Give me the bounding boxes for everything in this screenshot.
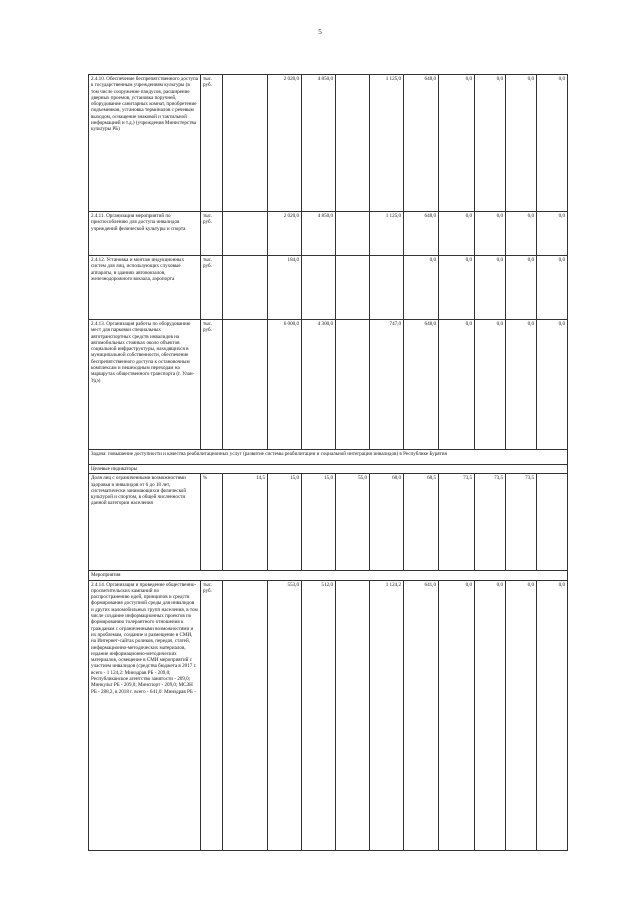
value-cell: 641,0 (404, 580, 439, 850)
value-cell: 4 850,0 (302, 212, 336, 256)
value-cell: 0,0 (475, 75, 506, 212)
value-cell: 73,5 (475, 474, 506, 571)
table-row (89, 320, 568, 450)
value-cell (223, 580, 268, 850)
value-cell (336, 256, 370, 320)
value-cell (223, 75, 268, 212)
page-number: 5 (318, 28, 322, 36)
row-description: Доля лиц с ограниченными возможностями здоровья и инвалидов от 6 до 18 лет, систематически занимающихся физической культурой и спортом, в общей численности данной категории населения (89, 474, 201, 571)
table-row (89, 580, 568, 850)
value-cell: 0,0 (506, 256, 537, 320)
value-cell: 0,0 (439, 256, 475, 320)
value-cell: 0,0 (439, 212, 475, 256)
value-cell: 2 020,0 (268, 75, 302, 212)
row-description: 2.4.12. Установка и монтаж индукционных систем для лиц, использующих слуховые аппараты, в зданиях автовокзалов, железнодорожного вокзала, аэропорта (89, 256, 201, 320)
value-cell: 0,0 (506, 320, 537, 450)
row-description: 2.4.13. Организация работы по оборудованию мест для парковки специальных автотранспортных средств инвалидов на автомобильных стоянках около объектов социальной инфраструктуры, находящихся в муниципальной собственности, обеспечение беспрепятственного доступа к остановочным комплексам и пешеходным переходам на маршрутах общественного транспорта (г. Улан-Удэ) (89, 320, 201, 450)
value-cell: 73,5 (506, 474, 537, 571)
value-cell: 73,5 (439, 474, 475, 571)
value-cell: 14,5 (223, 474, 268, 571)
table-row (89, 75, 568, 212)
value-cell: 1 124,2 (370, 580, 404, 850)
value-cell: 1 125,0 (370, 75, 404, 212)
row-unit: тыс. руб. (201, 212, 223, 256)
value-cell: 184,0 (268, 256, 302, 320)
section-heading: Задача: повышение доступности и качества реабилитационных услуг (развитие системы реабилитации и социальной интеграции инвалидов) в Республике Бурятия (89, 450, 568, 465)
value-cell (370, 256, 404, 320)
row-unit: тыс. руб. (201, 75, 223, 212)
value-cell: 6 000,0 (268, 320, 302, 450)
value-cell: 0,0 (404, 256, 439, 320)
value-cell: 0,0 (506, 212, 537, 256)
value-cell: 0,0 (475, 256, 506, 320)
row-unit: тыс. руб. (201, 320, 223, 450)
table-row (89, 212, 568, 256)
value-cell: 0,0 (439, 320, 475, 450)
value-cell: 0,0 (475, 580, 506, 850)
value-cell: 0,0 (475, 320, 506, 450)
row-unit: % (201, 474, 223, 571)
value-cell: 15,0 (302, 474, 336, 571)
value-cell: 0,0 (439, 75, 475, 212)
value-cell: 747,0 (370, 320, 404, 450)
row-description: 2.4.14. Организация и проведение общественно-просветительских кампаний по распространению идей, принципов и средств формирования доступной среды для инвалидов и других маломобильных групп населения, в том числе создание информационных проектов по формированию толерантного отношения к гражданам с ограниченными возможностями и их проблемам, создание и размещение в СМИ, на Интернет-сайтах роликов, передач, статей, информационно-методических материалов, издание информационно-методических материалов, освещение в СМИ мероприятий с участием инвалидов (средства бюджета в 2017 г. всего - 1 124,2: Минздрав РБ - 209,0; Республиканское агентство занятости - 209,0; Минкульт РБ - 209,0; Минспорт - 209,0; МСЗН РБ - 288,2, в 2018 г. всего - 641,0: Минздрав РБ - (89, 580, 201, 850)
value-cell (537, 474, 568, 571)
row-description: 2.4.11. Организация мероприятий по приспособлению для доступа инвалидов учреждений физической культуры и спорта (89, 212, 201, 256)
value-cell: 0,0 (537, 75, 568, 212)
value-cell: 2 020,0 (268, 212, 302, 256)
value-cell: 648,0 (404, 212, 439, 256)
value-cell: 4 850,0 (302, 75, 336, 212)
value-cell: 4 300,0 (302, 320, 336, 450)
value-cell: 553,0 (268, 580, 302, 850)
value-cell: 68,0 (370, 474, 404, 571)
value-cell: 648,0 (404, 75, 439, 212)
value-cell: 1 125,0 (370, 212, 404, 256)
section-row (89, 450, 568, 465)
section-heading: Целевые индикаторы (89, 465, 568, 474)
row-unit: тыс. руб. (201, 580, 223, 850)
value-cell (223, 256, 268, 320)
value-cell (223, 212, 268, 256)
table-body (89, 75, 568, 851)
table-row (89, 256, 568, 320)
value-cell: 0,0 (439, 580, 475, 850)
value-cell: 0,0 (537, 580, 568, 850)
program-table (88, 74, 568, 851)
section-row (89, 571, 568, 580)
section-row (89, 465, 568, 474)
value-cell (336, 75, 370, 212)
value-cell: 55,0 (336, 474, 370, 571)
row-unit: тыс. руб. (201, 256, 223, 320)
value-cell (336, 320, 370, 450)
value-cell (223, 320, 268, 450)
value-cell: 68,5 (404, 474, 439, 571)
value-cell (302, 256, 336, 320)
table-row (89, 474, 568, 571)
value-cell: 15,0 (268, 474, 302, 571)
value-cell: 0,0 (475, 212, 506, 256)
value-cell: 512,0 (302, 580, 336, 850)
value-cell: 0,0 (506, 580, 537, 850)
value-cell: 648,0 (404, 320, 439, 450)
section-heading: Мероприятия (89, 571, 568, 580)
value-cell: 0,0 (537, 212, 568, 256)
value-cell: 0,0 (537, 320, 568, 450)
value-cell: 0,0 (506, 75, 537, 212)
value-cell (336, 580, 370, 850)
value-cell: 0,0 (537, 256, 568, 320)
row-description: 2.4.10. Обеспечение беспрепятственного доступа к государственным учреждениям культуры (в том числе сооружение пандусов, расширение дверных проемов, установка поручней, оборудование санитарных комнат, приобретение подъемников, установка терминалов с речевым выходом, оснащение знаковой и тактильной информацией и т.д.) (учреждения Министерства культуры РБ) (89, 75, 201, 212)
value-cell (336, 212, 370, 256)
